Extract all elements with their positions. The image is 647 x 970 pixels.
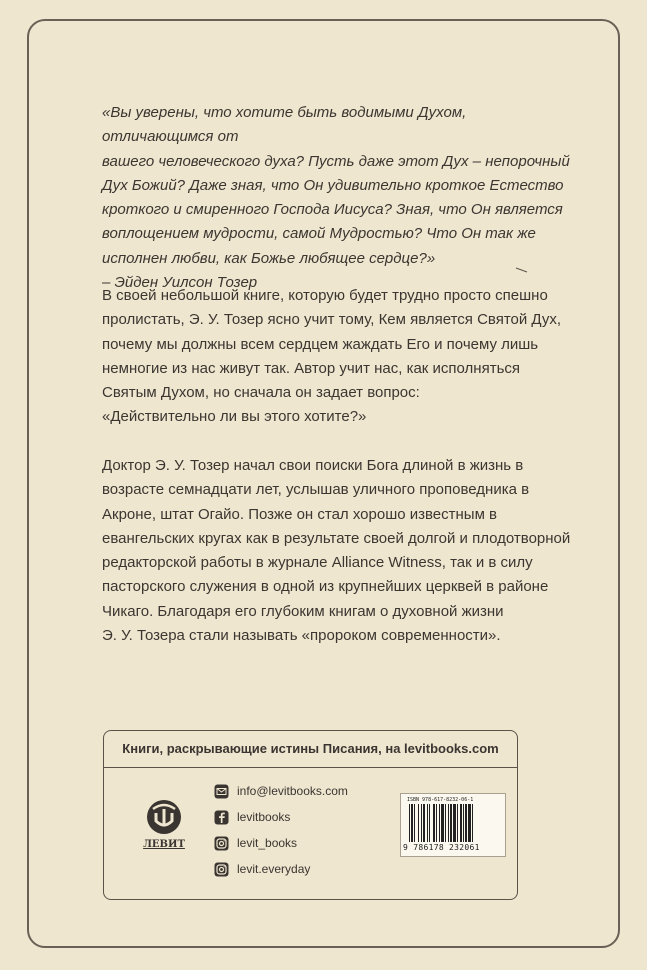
quote-line: воплощением мудрости, самой Мудростью? Что Он так же [102, 225, 536, 243]
text-line: пасторского служения в одной из крупнейших церквей в районе [102, 578, 549, 596]
author-bio-paragraph [102, 454, 572, 648]
text-line: «Действительно ли вы этого хотите?» [102, 408, 367, 426]
barcode-digits: 9 786178 232061 [403, 843, 480, 852]
contact-text: levit_books [237, 836, 298, 850]
quote-line: исполнен любви, как Божье любящее сердце?» [102, 249, 436, 267]
text-line: Святым Духом, но сначала он задает вопрос: [102, 384, 420, 402]
text-line: немногие из нас живут так. Автор учит нас, как исполняться [102, 359, 521, 377]
publisher-banner: Книги, раскрывающие истины Писания, на levitbooks.com [122, 741, 499, 756]
text-line: Э. У. Тозера стали называть «пророком современности». [102, 627, 501, 645]
instagram-icon [214, 862, 229, 877]
contact-text: levitbooks [237, 810, 291, 824]
contact-text: levit.everyday [237, 862, 311, 876]
logo-label: ЛЕВИТ [143, 839, 185, 850]
levit-logo-icon [137, 797, 191, 839]
contact-instagram-everyday[interactable] [214, 856, 348, 882]
epigraph-quote [102, 101, 572, 295]
text-line: В своей небольшой книге, которую будет трудно просто спешно [102, 287, 548, 304]
quote-attribution: – Эйден Уилсон Тозер [102, 274, 258, 292]
instagram-icon [214, 836, 229, 851]
quote-line: кроткого и смиренного Господа Иисуса? Зная, что Он является [102, 201, 563, 219]
text-line: почему мы должны всем сердцем жаждать Его и почему лишь [102, 335, 539, 353]
text-line: возрасте семнадцати лет, услышав уличного проповедника в [102, 481, 530, 499]
barcode-bars [409, 804, 497, 844]
contact-facebook[interactable] [214, 804, 348, 830]
description-paragraph-1 [102, 284, 572, 430]
text-line: евангельских кругах как в результате своей долгой и плодотворной [102, 529, 571, 547]
facebook-icon [214, 810, 229, 825]
text-line: Акроне, штат Огайо. Позже он стал хорошо известным в [102, 505, 498, 523]
quote-line: Дух Божий? Даже зная, что Он удивительно кроткое Естество [102, 176, 564, 194]
text-line: Чикаго. Благодаря его глубоким книгам о духовной жизни [102, 602, 504, 620]
text-line: редакторской работы в журнале Alliance Witness, так и в силу [102, 554, 533, 572]
publisher-logo [137, 797, 191, 859]
quote-line: вашего человеческого духа? Пусть даже этот Дух – непорочный [102, 152, 570, 170]
text-line: Доктор Э. У. Тозер начал свои поиски Бога длиной в жизнь в [102, 457, 524, 474]
email-icon [214, 784, 229, 799]
contact-list [214, 778, 348, 882]
contact-email[interactable] [214, 778, 348, 804]
divider [104, 767, 517, 768]
isbn-label: ISBN 978-617-8232-06-1 [407, 797, 474, 803]
text-line: пролистать, Э. У. Тозер ясно учит тому, Кем является Святой Дух, [102, 311, 562, 329]
isbn-barcode [400, 793, 506, 857]
contact-text: info@levitbooks.com [237, 784, 348, 798]
quote-line: «Вы уверены, что хотите быть водимыми Духом, отличающимся от [102, 104, 467, 146]
print-mark [515, 266, 529, 274]
contact-instagram[interactable] [214, 830, 348, 856]
